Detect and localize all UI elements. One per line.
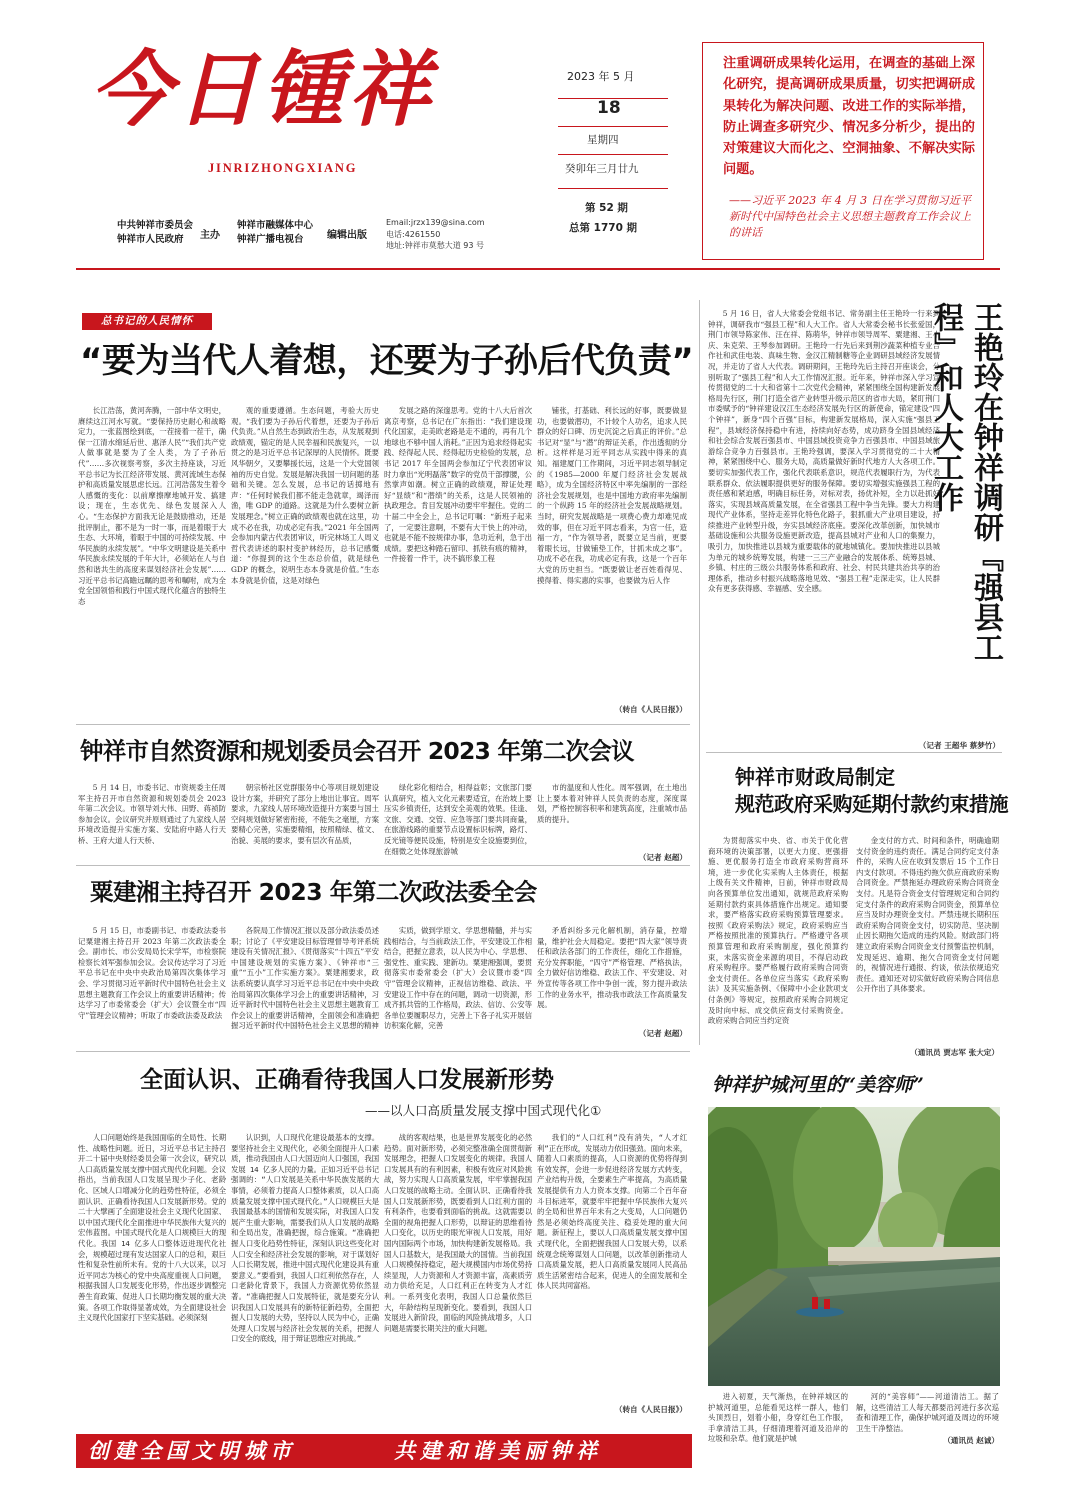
finance-col1-text: 为贯彻落实中央、省、市关于优化营商环境的决策部署，以更大力度、更强措施、更优服务打造全市政府采购营商环境，进一步优化实采购人主体责任，根据上级有关文件精神，日前，钟祥市财政局向各预算单位发出通知，就规范政府采购延期付款约束具体措施作出规定。通知要求，要严格落实政府采购预算管理要求。按照《政府采购法》规定，政府采购应当严格按照批准的预算执行。严格遵守各项预算管理和政府采购制度，强化预算约束，未落实资金来源的项目，不得启动政府采购程序。要严格履行政府采购合同资金支付责任。各单位应当落实《政府采购法》及其实施条例、《保障中小企业款项支付条例》等规定，按照政府采购合同规定及时向中标、成交供应商支付采购资金。政府采购合同应当约定资 <box>708 836 848 1026</box>
date-lunar: 癸卯年三月廿九 <box>565 163 639 175</box>
photo-credit: （通讯员 赵诚） <box>943 1436 999 1445</box>
su-credit: （记者 赵超） <box>638 1029 687 1038</box>
su-headline: 粟建湘主持召开 2023 年第二次政法委全会 <box>90 878 537 906</box>
quote-attribution: ——习近平 2023 年 4 月 3 日在学习贯彻习近平新时代中国特色社会主义思想主题教育工作会议上的讲话 <box>729 194 971 239</box>
finance-col-2 <box>856 836 999 1042</box>
newspaper-logo: 今日锺祥 <box>90 42 434 138</box>
photo-headline: 钟祥护城河里的“美容师” <box>712 1074 924 1096</box>
finance-headline-2: 规范政府采购延期付款约束措施 <box>735 792 1008 816</box>
finance-headline-1: 钟祥市财政局制定 <box>735 765 895 789</box>
date-divider-1 <box>558 98 668 99</box>
quote-box <box>702 42 984 260</box>
resources-credit: （记者 赵超） <box>638 853 687 862</box>
wang-body-text: 5 月 16 日，省人大常委会党组书记、常务副主任王艳玲一行来到钟祥，调研我市“强县工程”和人大工作。省人大常委会秘书长张爱国，荆门市领导陈家伟、汪在祥、陈萌华，钟祥市领导周军、粟建湘、王小庆、朱克荣、王琴参加调研。王艳玲一行先后来到荆沙蔬菜种植专业合作社和武佳电装、真味生物、金汉江精制糖等企业调研县域经济发展情况，并走访了省人大代表。调研期间，王艳玲先后主持召开座谈会，分别听取了“强县工程”和人大工作情况汇报。近年来，钟祥市深入学习宣传贯彻党的二十大和省第十二次党代会精神，紧紧围绕全国构建新发展格局先行区，荆门打造全省产业转型升级示范区的省市大局，紧盯荆门市委赋予的“钟祥建设汉江生态经济发展先行区的新使命，锚定建设“四个钟祥”，新身“四个百强”目标，构建新发展格局，深入实施“强县工程”，县域经济保持稳中有进，持续向好态势，成功跻身全国县域经济和社会综合发展百强县市、中国县域投资竞争力百强县市、中国县域旅游综合竞争力百强县市。王艳玲强调，要深入学习贯彻党的二十大精神，紧紧围绕中心、服务大局，高质量做好新时代地方人大各项工作。要切实加强代表工作，强化代表联系意识，规范代表履职行为，为代表联系群众、依法履职提供更好的服务保障。要切实增强实施强县工程的责任感和紧迫感，明确目标任务，对标对表，扬优补短，全力以赴抓好落实，实现县域高质量发展，在全省强县工程中争当先锋。要大力构建现代产业体系，坚持走差异化特色化路子，狠抓重大产业项目建设，持续推进产业转型升级，夯实县域经济底座。要深化改革创新，加快城市基础设施和公共服务设施更新改造，提高县城对产业和人口的集聚力，吸引力，加快推进以县城为重要载体的就地城镇化。要加快推进以县城为单元的城乡统筹发展，构建一三三产业融合的发展体系、统筹县城、乡镇、村庄的三级公共服务体系和政府、社会、村民共建共治共享的治理体系，推动乡村振兴战略落地见效、“强县工程”走深走实，让人民群众有更多获得感、幸福感、安全感。 <box>708 309 940 594</box>
main-article-col-1 <box>78 406 226 724</box>
resources-col4-text: 市的温度和人性化。周军强调，在土地出让上要本着对钟祥人民负责的态度，深度谋划，严格控制容积率和建筑高度，注重城市品质的提升。 <box>537 783 687 824</box>
moat-photo-illustration <box>708 1107 1000 1386</box>
main-article-col-2 <box>231 406 379 724</box>
masthead-divider <box>76 268 1000 270</box>
total-issue-number: 总第 1770 期 <box>569 222 638 234</box>
su-col1-text: 5 月 15 日，市委副书记、市委政法委书记粟建湘主持召开 2023 年第二次政法委全会。副市长、市公安局局长宋学军，市检察院检察长刘军强参加会议。会议传达学习了习近平总书记在中央中央政治局第四次集体学习会、学习贯彻习近平新时代中国特色社会主义思想主题教育工作会议上的重要讲话精神；传达学习了市委常委会（扩大）会议暨全市“四守”管理会议精神；听取了市委政法委及政法 <box>78 926 226 1020</box>
population-col-1 <box>78 1133 226 1423</box>
divider-resources-top <box>76 724 690 725</box>
date-weekday: 星期四 <box>587 134 619 146</box>
date-divider-2 <box>558 126 668 127</box>
main-col1-text: 长江浩荡，黄河奔腾，一部中华文明史，赓续这江河水写就。“要保持历史耐心和战略定力，一张蓝图绘到底，一茬接着一茬干，确保一江清水绵延后世、惠泽人民”“我们共产党人做事就是要为了全人类，为了子孙后代”……多次视察考察，多次主持座谈，习近平总书记为长江经济带发展、黄河流域生态保护和高质量发展思虑长远。江河浩荡发生着令人感慨的变化：以前摩擦摩地城开发、搞建设；现在，生态优先、绿色发展深入人心。“生态保护方面我无论是鼓励推动，还是批评制止，都不是为一时一事，而是着眼于大生态、大环境，着眼于中国的可持续发展、中华民族的永续发展”。“中华文明建设是关系中华民族永续发展的千年大计，必须站在人与自然和谐共生的高度来谋划经济社会发展”……习近平总书记高瞻远瞩的思考和嘱咐，成为全党全国领悟和践行中国式现代化蕴含的独特生态 <box>78 406 226 606</box>
su-col4-text: 矛盾纠纷多元化解机制，消存量，控增量，维护社会大局稳定。要把“四大家”领导责任和政法各部门的工作责任，细化工作措施，充分发挥职能，“四守”严格管理、严格执法，全力做好信访维稳、政法工作、平安建设、对外宣传等各项工作中争创一流，努力提升政法工作的业务水平，推动我市政法工作高质量发展。 <box>537 926 687 1010</box>
publisher-names <box>237 219 327 247</box>
resources-col-3 <box>384 783 532 858</box>
wang-article-body <box>708 309 940 734</box>
wang-article-credit: （记者 王超华 蔡梦竹） <box>918 741 1000 750</box>
main-col4-text: 铺张，打基础、利长远的好事，既要做显功，也要做潜功，不计较个人功名，追求人民群众的好口碑、历史沉淀之后真正的评价。”总书记对“显”与“潜”的辩证关系，作出透彻的分析。这样样是习近平同志从实践中得来的真知。福建厦门工作期间，习近平同志领导制定的《1985—2000 年厦门经济社会发展战略》，成为全国经济特区中率先编制的一部经济社会发展规划，也是中国地方政府率先编制的一个纵跨 15 年的经济社会发展战略规划。当时，研究发展战略是一项费心费力却难见成效的事，但在习近平同志看来，为官一任，造福一方，“作为领导者，既要立足当前，更要着眼长远，甘做铺垫工作，甘抓未成之事”。功成不必在我，功成必定有我，这是一个百年大党的历史担当。“既要做让老百姓看得见、摸得着、得实惠的实事，也要做为后人作 <box>537 406 687 585</box>
contact-email: Email:jrzx139@sina.com <box>386 218 485 227</box>
finance-col-1 <box>708 836 848 1062</box>
population-col-2 <box>231 1133 379 1423</box>
date-divider-3 <box>558 154 668 155</box>
sponsor-party: 中共钟祥市委员会 <box>117 220 194 231</box>
sponsor-names <box>117 219 207 247</box>
population-headline: 全面认识、正确看待我国人口发展新形势 <box>140 1066 554 1093</box>
photo-caption-col1-text: 进入初夏，天气渐热，在钟祥城区的护城河道里，总能看见这样一群人，他们头顶烈日，划着小船，身穿红色工作服，手拿清洁工具，仔细清理着河道及沿岸的垃圾和杂草。他们就是护城 <box>708 1392 848 1444</box>
resources-col1-text: 5 月 14 日，市委书记、市资规委主任周军主持召开市自然资源和规划委员会 2023 年第二次会议。市领导刘大伟、田野、蒋祯防参加会议。会议研究并原则通过了九家线人居环境改造提升实施方案、安陆府中路人行天桥、王府大道人行天桥、 <box>78 783 226 845</box>
su-col3-text: 实质，做到学原文、学思想精髓，并与实践相结合，与当前政法工作，平安建设工作相结合，把握立意表，以人民为中心、学思想、强党性、重实践、建新功。粟建湘强调，要贯彻落实市委常委会（扩大）会议暨市委“四守”管理会议精神，正视信访维稳、政法、平安建设工作中存在的问题，调动一切资源，形成齐抓共管的工作格局，政法、信访、公安等各单位要履职尽力，完善上下各子礼实开展信访积案化解，完善 <box>384 926 532 1031</box>
resources-headline: 钟祥市自然资源和规划委员会召开 2023 年第二次会议 <box>80 737 634 765</box>
issue-number: 第 52 期 <box>585 202 628 214</box>
publisher-tag: 编辑出版 <box>327 230 367 241</box>
masthead <box>0 0 1078 272</box>
section-tag: 总书记的人民情怀 <box>82 313 212 330</box>
resources-col3-text: 绿化彩化相结合，相得益彰；文旅部门要认真研究，植入文化元素要适宜，在治坡上要压实乡镇责任，达到安全美观的效果。佳逢、文旅、交通、交管、应急等部门要共同商量，在旅游线路的重要节点设置标识标牌，路灯、反光镜等便民设施，特别是安全设施要到位，在细微之处体现旅游城 <box>384 783 532 856</box>
divider-wang-bottom <box>706 752 1002 753</box>
su-col-1 <box>78 926 226 1044</box>
publisher-tv: 钟祥广播电视台 <box>237 234 304 245</box>
date-divider-4 <box>558 188 668 189</box>
moat-photo <box>708 1107 1000 1386</box>
population-col2-text: 认识到，人口现代化建设最基本的支撑。要坚持社会主义现代化，必须全面提升人口素质，推动我国由人口大国迈向人口强国，我国发展 14 亿多人民的力量。正如习近平总书记强调的：“人口发展是关系中华民族发展的大事情，必须着力提高人口整体素质，以人口高质量发展支撑中国式现代化。”人口规模巨大是我国最基本的国情和发展实际，对我国人口发展产生重大影响，需要我们从人口发展的战略和全局出发，准确把握，综合施策。“准确把握人口变化趋势性特征，深刻认识这些变化对人口安全和经济社会发展的影响，对于谋划好人口长期发展，推进中国式现代化建设具有重要意义。”要看到，我国人口红利依然存在，人口老龄化背景下，我国人力资源优势依然显著。“准确把握人口发展特征，就是要充分认识我国人口发展具有的新特征新趋势，全面把握人口发展的大势，坚持以人民为中心，正确处理人口发展与经济社会发展的关系，把握人口安全的底线，用于辩证思维应对挑战。” <box>231 1133 379 1344</box>
publisher-media-center: 钟祥市融媒体中心 <box>237 220 314 231</box>
sponsor-government: 钟祥市人民政府 <box>117 234 184 245</box>
newspaper-pinyin: JINRIZHONGXIANG <box>208 161 358 175</box>
column-divider-main <box>699 300 700 1045</box>
resources-col-2 <box>231 783 379 858</box>
population-col4-text: 我们的“人口红利”没有消失，“人才红利”正在形成，发展动力依旧强劲。面向未来，随着人口素质的提高，人口资源的优势将得到有效发挥，会进一步促进经济发展方式转变，产业结构升级，全要素生产率提高，为高质量发展提供有力人力资本支撑。向第二个百年奋斗目标进军，就要牢牢把握中华民族伟大复兴的全局和世界百年未有之大变局，人口问题仍然是必须始终高度关注、稳妥处理的重大问题。新征程上，要以人口高质量发展支撑中国式现代化，全面把握我国人口发展大势，以系统观念统筹谋划人口问题，以改革创新推动人口高质量发展，把人口高质量发展同人民高品质生活紧密结合起来，促进人的全面发展和全体人民共同富裕。 <box>537 1133 687 1291</box>
footer-banner-left: 创建全国文明城市 <box>88 1438 296 1463</box>
population-col-3 <box>384 1133 532 1423</box>
population-col1-text: 人口问题始终是我国面临的全局性、长期性、战略性问题。近日，习近平总书记主持召开二十届中央财经委员会第一次会议，研究以人口高质量发展支撑中国式现代化问题。会议指出，当前我国人口发展呈现少子化、老龄化、区域人口增减分化的趋势性特征，必须全面认识、正确看待我国人口发展新形势。党的二十大擘画了全面建设社会主义现代化国家、以中国式现代化全面推进中华民族伟大复兴的宏伟蓝图。中国式现代化是人口规模巨大的现代化。我国 14 亿多人口整体迈进现代化社会，规模超过现有发达国家人口的总和，艰巨性和复杂性前所未有。党的十八大以来，以习近平同志为核心的党中央高度重视人口问题，根据我国人口发展变化形势，作出逐步调整完善生育政策、促进人口长期均衡发展的重大决策。各项工作取得显著成效，为全面建设社会主义现代化国家打下坚实基础。必须深刻 <box>78 1133 226 1323</box>
date-year-month: 2023 年 5 月 <box>567 70 635 83</box>
main-article-col-3 <box>384 406 532 724</box>
su-col2-text: 各院局工作情况汇报以及部分政法委员述职；讨论了《平安建设目标管理督导考评系统建设有关情况汇报》、《贯彻落实“十四五”平安中国建设规划的实施方案》、《钟祥市“三重”“五小”工作实施方案》。粟建湘要求，政法系统要认真学习习近平总书记在中央中央政治局第四次集体学习会上的重要讲话精神，习近平新时代中国特色社会主义思想主题教育工作会议上的重要讲话精神，全面领会和准确把握习近平新时代中国特色社会主义思想的精神 <box>231 926 379 1031</box>
population-col-4 <box>537 1133 687 1399</box>
population-subheadline: ——以人口高质量发展支撑中国式现代化① <box>365 1103 602 1118</box>
date-day: 18 <box>597 98 621 118</box>
resources-col2-text: 朝宗桥社区党群服务中心等项目规划建设设计方案，并研究了部分上地出让事宜。周军要求，九家线人居环境改造提升方案要与国土空间规划做好紧密衔接，不能失之毫厘，方案要精心完善，实施要精细，按照精绿、植文、治貌、美展的要求，要有层次有品质， <box>231 783 379 845</box>
resources-col-4 <box>537 783 687 843</box>
finance-col2-text: 金支付的方式、时间和条件，明确逾期支付资金的违约责任。满足合同约定支付条件的，采购人应在收到发票后 15 个工作日内支付款项。不得违约拖欠供应商政府采购合同资金。严禁拖延办理政府采购合同资金支付。凡是符合资金支付管理规定和合同约定支付条件的政府采购合同资金，预算单位应当及时办理资金支付。严禁违规长期积压政府采购合同资金支付，切实防范、坚决制止因长期拖欠造成的违约风险。财政部门将建立政府采购合同资金支付预警监控机制，发现延迟、逾期、拖欠合同资金支付问题的，视情况进行通报、约谈，依法依规追究责任。通知还对切实做好政府采购合同信息公开作出了具体要求。 <box>856 836 999 994</box>
main-col2-text: 观的重要遵循。生态问题，考验大历史观。“我们要为子孙后代着想，还要为子孙后代负责。”从自然生态到政治生态，从发展观到政绩观，锚定的是人民幸福和民族复兴，一以贯之的是习近平总书记深厚的人民情怀。既要风华朝夕，又要攀援长远，这是一个大党国领袖的历史自觉。发展是解决我国一切问题的基础和关键。怎么发展，总书记的话掷地有声：“任何时候我们都不能走急就章，竭泽而渔，唯 GDP 的道路。这就是为什么要树立新发展理念。”树立正确的政绩观也就在这里，功成不必在我，功成必定有我。”2021 年全国两会参加内蒙古代表团审议，听完林场工人周义哲代表讲述的职村变护林经历，总书记感慨道：“你提到的这个生态总价值，就是绿色 GDP 的概念，说明生态本身就是价值。”生态本身就是价值，这是对绿色 <box>231 406 379 585</box>
su-col-4 <box>537 926 687 1022</box>
sponsor-tag: 主办 <box>200 230 220 241</box>
main-article-credit: （转自《人民日报》） <box>614 705 687 714</box>
population-col3-text: 战的客观结果，也是世界发展变化的必然趋势。面对新形势，必须完整准确全面贯彻新发展理念，把握人口发展变化的规律。我国人口发展具有的有利因素，积极有效应对风险挑战，努力实现人口高质量发展，牢牢掌握我国人口发展的战略主动。全面认识、正确看待我国人口发展新形势，既要看到人口红利方面的有利条件，也要看到面临的挑战。这就需要以全面的视角把握人口形势，以辩证的思维看待人口变化，以历史的眼光审视人口发展，用好国内国际两个市场，加快构建新发展格局。我国人口基数大，是我国最大的国情。当前我国人口规模保持稳定，超大规模国内市场优势持续显现，人力资源和人才资源丰富，高素质劳动力供给充足，人口红利正在转变为人才红利。一系列变化表明，我国人口总量依然巨大，年龄结构呈现新变化。要看到，我国人口发展进入新阶段，面临的风险挑战增多，人口问题是需要长期关注的重大问题。 <box>384 1133 532 1333</box>
main-headline: “要为当代人着想，还要为子孙后代负责” <box>80 341 694 381</box>
wang-headline: 王艳玲在钟祥调研『强县工程』和人大工作 <box>928 302 1003 662</box>
population-credit: （转自《人民日报》） <box>614 1405 687 1414</box>
divider-su-top <box>76 865 690 866</box>
resources-col-1 <box>78 783 226 858</box>
contact-info <box>386 217 536 252</box>
su-col-3 <box>384 926 532 1044</box>
photo-caption-col2-text: 河的“美容师”——河道清洁工。据了解，这些清洁工人每天都要沿河进行多次巡查和清理工作，确保护城河道及周边的环境卫生干净整洁。 <box>856 1392 999 1433</box>
main-article-col-4 <box>537 406 687 700</box>
footer-banner-right: 共建和谐美丽钟祥 <box>394 1438 602 1463</box>
su-col-2 <box>231 926 379 1044</box>
main-col3-text: 发展之路的深邃思考。党的十八大后首次离京考察，总书记在广东指出：“我们建设现代化国家，走美欧老路是走不通的，再有几个地球也不够中国人消耗。”正因为追求经得起实践、经得起人民、经得起历史检验的发展，总书记 2017 年全国两会参加辽宁代表团审议时力拿出“光明磊落”数字的党员干部撑腰，公然掌声如潮。树立正确的政绩观，辩证处理好“显绩”和“潜绩”的关系，这是人民领袖的执政理念。肯目发展冲动要牢牢握住。党的二十届二中全会上，总书记叮嘱：“新班子起来了，一定要注意啊，不要有大干快上的冲动，也就是不能不按规律办事，急功近利，急于出成绩。要把这种踏石留印、抓铁有痕的精神，一件接着一件干，决不搞形象工程 <box>384 406 532 564</box>
finance-credit: （通讯员 贾志军 张大定） <box>910 1048 999 1057</box>
divider-population-top <box>76 1051 690 1052</box>
photo-caption-col-1 <box>708 1392 848 1446</box>
footer-banner <box>76 1434 692 1468</box>
quote-text: 注重调研成果转化运用，在调查的基础上深化研究，提高调研成果质量，切实把调研成果转化为解决问题、改进工作的实际举措，防止调查多研究少、情况多分析少，提出的对策建议大而化之、空洞抽象、不解决实际问题。 <box>723 56 975 178</box>
contact-phone: 电话:4261550 <box>386 229 441 239</box>
contact-address: 地址:钟祥市莫愁大道 93 号 <box>386 241 484 250</box>
photo-caption-col-2 <box>856 1392 999 1436</box>
